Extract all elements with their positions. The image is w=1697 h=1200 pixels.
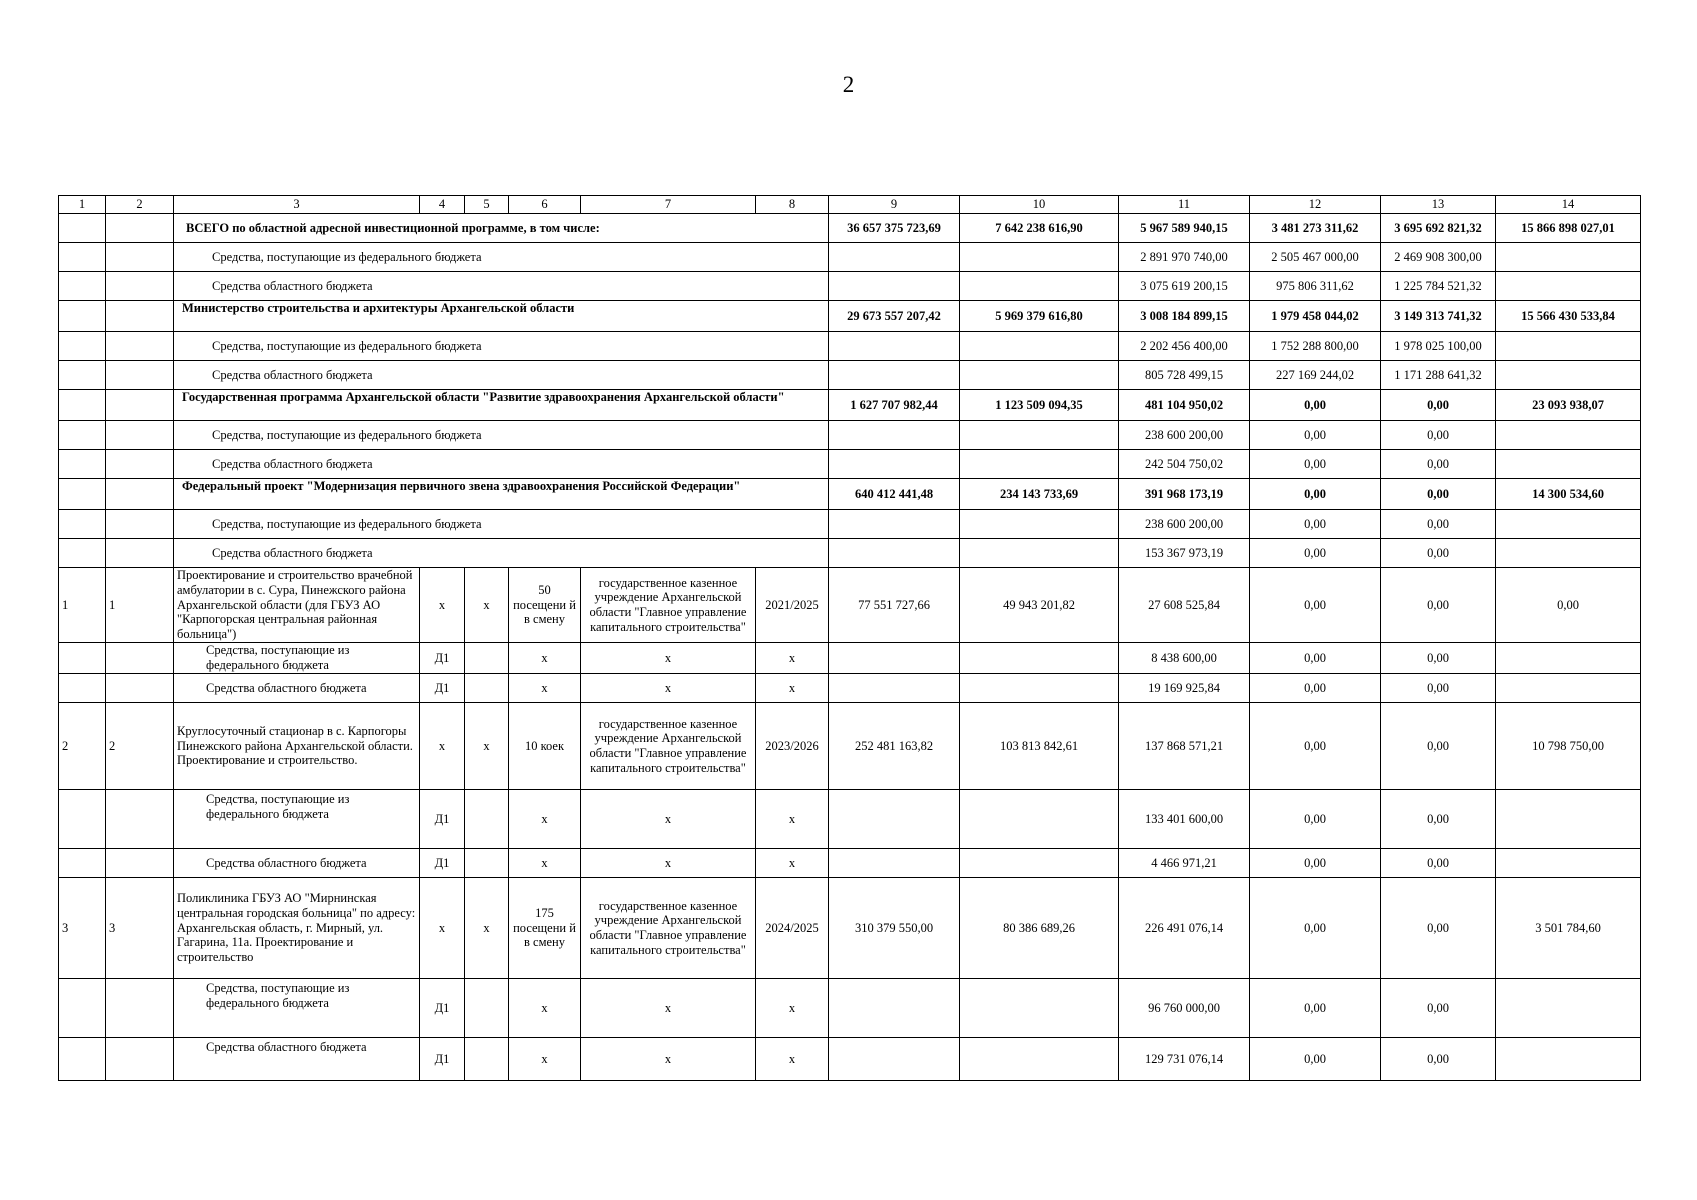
funding-code: Д1	[420, 979, 465, 1038]
amount-c9	[829, 361, 960, 390]
funding-code: Д1	[420, 790, 465, 849]
cell-col-2	[106, 272, 174, 301]
funding-amount-c13: 0,00	[1381, 674, 1496, 703]
cell-col-5	[465, 1038, 509, 1081]
funding-col-8: х	[756, 1038, 829, 1081]
object-amount-c9: 310 379 550,00	[829, 878, 960, 979]
object-regional-funding-row	[59, 674, 1641, 703]
row-name: Средства областного бюджета	[174, 539, 829, 568]
summary-row	[59, 301, 1641, 332]
funding-source-name: Средства областного бюджета	[174, 1038, 420, 1081]
amount-c14	[1496, 332, 1641, 361]
amount-c10	[960, 510, 1119, 539]
cell-col-2	[106, 539, 174, 568]
amount-c9: 1 627 707 982,44	[829, 390, 960, 421]
object-regional-funding-row	[59, 849, 1641, 878]
summary-row	[59, 214, 1641, 243]
amount-c12: 975 806 311,62	[1250, 272, 1381, 301]
funding-col-9	[829, 849, 960, 878]
cell-col-2	[106, 510, 174, 539]
amount-c12: 0,00	[1250, 421, 1381, 450]
funding-col-14	[1496, 979, 1641, 1038]
amount-c11: 3 008 184 899,15	[1119, 301, 1250, 332]
cell-col-2	[106, 421, 174, 450]
row-name: Средства, поступающие из федерального бюджета	[174, 421, 829, 450]
cell-col-1	[59, 643, 106, 674]
object-amount-c11: 27 608 525,84	[1119, 568, 1250, 643]
funding-col-10	[960, 849, 1119, 878]
funding-col-6: х	[509, 674, 581, 703]
amount-c12: 0,00	[1250, 479, 1381, 510]
cell-col-1	[59, 361, 106, 390]
amount-c14	[1496, 243, 1641, 272]
funding-amount-c12: 0,00	[1250, 849, 1381, 878]
cell-col-5	[465, 674, 509, 703]
amount-c13: 0,00	[1381, 390, 1496, 421]
column-number-7: 7	[581, 196, 756, 214]
funding-col-14	[1496, 674, 1641, 703]
funding-amount-c12: 0,00	[1250, 643, 1381, 674]
amount-c14	[1496, 510, 1641, 539]
amount-c13: 0,00	[1381, 479, 1496, 510]
column-number-6: 6	[509, 196, 581, 214]
amount-c12: 3 481 273 311,62	[1250, 214, 1381, 243]
row-name: Средства, поступающие из федерального бюджета	[174, 510, 829, 539]
object-subnumber: 1	[106, 568, 174, 643]
object-name: Поликлиника ГБУЗ АО "Мирнинская центральная городская больница" по адресу: Архангельская область, г. Мирный, ул. Гагарина, 11а. Проектирование и строительство	[174, 878, 420, 979]
amount-c13: 0,00	[1381, 421, 1496, 450]
column-number-13: 13	[1381, 196, 1496, 214]
amount-c14	[1496, 421, 1641, 450]
funding-col-6: х	[509, 1038, 581, 1081]
funding-col-7: х	[581, 790, 756, 849]
cell-col-2	[106, 479, 174, 510]
funding-amount-c13: 0,00	[1381, 979, 1496, 1038]
object-amount-c13: 0,00	[1381, 703, 1496, 790]
amount-c14: 14 300 534,60	[1496, 479, 1641, 510]
column-number-4: 4	[420, 196, 465, 214]
amount-c9	[829, 539, 960, 568]
funding-amount-c11: 19 169 925,84	[1119, 674, 1250, 703]
object-capacity: 175 посещени й в смену	[509, 878, 581, 979]
amount-c9: 29 673 557 207,42	[829, 301, 960, 332]
amount-c14	[1496, 272, 1641, 301]
funding-col-8: х	[756, 849, 829, 878]
funding-col-8: х	[756, 790, 829, 849]
funding-amount-c11: 133 401 600,00	[1119, 790, 1250, 849]
summary-row	[59, 390, 1641, 421]
amount-c13: 2 469 908 300,00	[1381, 243, 1496, 272]
funding-col-14	[1496, 849, 1641, 878]
amount-c12: 2 505 467 000,00	[1250, 243, 1381, 272]
row-name: Федеральный проект "Модернизация первичного звена здравоохранения Российской Федерации"	[174, 479, 829, 510]
amount-c12: 0,00	[1250, 510, 1381, 539]
amount-c13: 0,00	[1381, 450, 1496, 479]
funding-col-14	[1496, 643, 1641, 674]
funding-col-9	[829, 674, 960, 703]
object-amount-c12: 0,00	[1250, 878, 1381, 979]
amount-c13: 0,00	[1381, 510, 1496, 539]
amount-c9	[829, 243, 960, 272]
object-subnumber: 2	[106, 703, 174, 790]
funding-col-14	[1496, 1038, 1641, 1081]
amount-c9	[829, 450, 960, 479]
cell-col-1	[59, 479, 106, 510]
object-col-5: х	[465, 703, 509, 790]
amount-c11: 2 891 970 740,00	[1119, 243, 1250, 272]
object-row	[59, 703, 1641, 790]
amount-c12: 0,00	[1250, 390, 1381, 421]
investment-program-table	[58, 195, 1641, 1081]
funding-amount-c12: 0,00	[1250, 790, 1381, 849]
funding-col-7: х	[581, 849, 756, 878]
cell-col-5	[465, 849, 509, 878]
funding-source-row	[59, 510, 1641, 539]
object-amount-c10: 103 813 842,61	[960, 703, 1119, 790]
cell-col-2	[106, 643, 174, 674]
funding-col-7: х	[581, 643, 756, 674]
cell-col-1	[59, 979, 106, 1038]
object-col-5: х	[465, 568, 509, 643]
amount-c10: 7 642 238 616,90	[960, 214, 1119, 243]
funding-source-row	[59, 450, 1641, 479]
funding-code: Д1	[420, 674, 465, 703]
funding-source-row	[59, 332, 1641, 361]
amount-c12: 1 979 458 044,02	[1250, 301, 1381, 332]
funding-col-10	[960, 674, 1119, 703]
funding-source-name: Средства, поступающие из федерального бюджета	[174, 790, 420, 849]
funding-source-row	[59, 243, 1641, 272]
cell-col-2	[106, 979, 174, 1038]
object-period: 2021/2025	[756, 568, 829, 643]
funding-amount-c12: 0,00	[1250, 979, 1381, 1038]
amount-c11: 242 504 750,02	[1119, 450, 1250, 479]
object-capacity: 10 коек	[509, 703, 581, 790]
amount-c9	[829, 332, 960, 361]
amount-c14	[1496, 539, 1641, 568]
cell-col-1	[59, 674, 106, 703]
amount-c11: 805 728 499,15	[1119, 361, 1250, 390]
funding-col-14	[1496, 790, 1641, 849]
column-number-14: 14	[1496, 196, 1641, 214]
cell-col-1	[59, 790, 106, 849]
funding-col-7: х	[581, 1038, 756, 1081]
amount-c13: 1 171 288 641,32	[1381, 361, 1496, 390]
amount-c11: 2 202 456 400,00	[1119, 332, 1250, 361]
row-name: Государственная программа Архангельской области "Развитие здравоохранения Архангельской области"	[174, 390, 829, 421]
column-number-8: 8	[756, 196, 829, 214]
funding-amount-c13: 0,00	[1381, 790, 1496, 849]
row-name: Министерство строительства и архитектуры Архангельской области	[174, 301, 829, 332]
page-number: 2	[842, 72, 855, 97]
funding-source-name: Средства областного бюджета	[174, 849, 420, 878]
funding-code: Д1	[420, 643, 465, 674]
object-amount-c14: 0,00	[1496, 568, 1641, 643]
amount-c11: 238 600 200,00	[1119, 510, 1250, 539]
cell-col-1	[59, 421, 106, 450]
funding-source-name: Средства, поступающие из федерального бюджета	[174, 979, 420, 1038]
object-period: 2024/2025	[756, 878, 829, 979]
funding-code: Д1	[420, 849, 465, 878]
funding-amount-c12: 0,00	[1250, 674, 1381, 703]
amount-c10	[960, 272, 1119, 301]
amount-c11: 3 075 619 200,15	[1119, 272, 1250, 301]
table-body	[59, 196, 1641, 1081]
cell-col-1	[59, 332, 106, 361]
funding-col-8: х	[756, 674, 829, 703]
column-number-9: 9	[829, 196, 960, 214]
object-number: 1	[59, 568, 106, 643]
funding-col-8: х	[756, 643, 829, 674]
column-number-2: 2	[106, 196, 174, 214]
object-federal-funding-row	[59, 643, 1641, 674]
object-col-5: х	[465, 878, 509, 979]
funding-col-9	[829, 1038, 960, 1081]
funding-source-name: Средства областного бюджета	[174, 674, 420, 703]
cell-col-2	[106, 214, 174, 243]
funding-amount-c11: 8 438 600,00	[1119, 643, 1250, 674]
amount-c10	[960, 450, 1119, 479]
amount-c14	[1496, 361, 1641, 390]
object-name: Круглосуточный стационар в с. Карпогоры Пинежского района Архангельской области. Проектирование и строительство.	[174, 703, 420, 790]
object-regional-funding-row	[59, 1038, 1641, 1081]
object-number: 2	[59, 703, 106, 790]
object-amount-c13: 0,00	[1381, 878, 1496, 979]
cell-col-2	[106, 243, 174, 272]
object-name: Проектирование и строительство врачебной амбулатории в с. Сура, Пинежского района Архангельской области (для ГБУЗ АО "Карпогорская центральная районная больница")	[174, 568, 420, 643]
cell-col-5	[465, 979, 509, 1038]
amount-c10	[960, 361, 1119, 390]
funding-col-6: х	[509, 790, 581, 849]
amount-c14: 23 093 938,07	[1496, 390, 1641, 421]
amount-c10: 5 969 379 616,80	[960, 301, 1119, 332]
object-row	[59, 878, 1641, 979]
amount-c14: 15 866 898 027,01	[1496, 214, 1641, 243]
amount-c10: 234 143 733,69	[960, 479, 1119, 510]
funding-amount-c12: 0,00	[1250, 1038, 1381, 1081]
row-name: Средства, поступающие из федерального бюджета	[174, 332, 829, 361]
funding-col-7: х	[581, 674, 756, 703]
row-name: Средства областного бюджета	[174, 272, 829, 301]
funding-col-7: х	[581, 979, 756, 1038]
amount-c9: 640 412 441,48	[829, 479, 960, 510]
funding-col-9	[829, 643, 960, 674]
amount-c13: 0,00	[1381, 539, 1496, 568]
amount-c10: 1 123 509 094,35	[960, 390, 1119, 421]
object-amount-c9: 252 481 163,82	[829, 703, 960, 790]
object-amount-c10: 80 386 689,26	[960, 878, 1119, 979]
object-federal-funding-row	[59, 790, 1641, 849]
column-number-row	[59, 196, 1641, 214]
amount-c12: 0,00	[1250, 539, 1381, 568]
funding-source-row	[59, 539, 1641, 568]
amount-c14	[1496, 450, 1641, 479]
cell-col-2	[106, 849, 174, 878]
object-amount-c10: 49 943 201,82	[960, 568, 1119, 643]
cell-col-1	[59, 849, 106, 878]
column-number-5: 5	[465, 196, 509, 214]
amount-c13: 1 225 784 521,32	[1381, 272, 1496, 301]
cell-col-2	[106, 450, 174, 479]
amount-c10	[960, 332, 1119, 361]
funding-col-9	[829, 790, 960, 849]
funding-code: Д1	[420, 1038, 465, 1081]
amount-c9: 36 657 375 723,69	[829, 214, 960, 243]
funding-col-10	[960, 1038, 1119, 1081]
cell-col-2	[106, 1038, 174, 1081]
object-amount-c14: 10 798 750,00	[1496, 703, 1641, 790]
cell-col-1	[59, 301, 106, 332]
object-number: 3	[59, 878, 106, 979]
cell-col-2	[106, 301, 174, 332]
funding-amount-c11: 129 731 076,14	[1119, 1038, 1250, 1081]
cell-col-2	[106, 790, 174, 849]
amount-c13: 3 695 692 821,32	[1381, 214, 1496, 243]
cell-col-5	[465, 790, 509, 849]
cell-col-1	[59, 510, 106, 539]
object-period: 2023/2026	[756, 703, 829, 790]
funding-col-6: х	[509, 849, 581, 878]
cell-col-1	[59, 243, 106, 272]
funding-source-row	[59, 272, 1641, 301]
amount-c12: 0,00	[1250, 450, 1381, 479]
row-name: Средства областного бюджета	[174, 361, 829, 390]
funding-col-9	[829, 979, 960, 1038]
amount-c10	[960, 421, 1119, 450]
row-name: Средства, поступающие из федерального бюджета	[174, 243, 829, 272]
funding-col-8: х	[756, 979, 829, 1038]
object-row	[59, 568, 1641, 643]
funding-col-6: х	[509, 643, 581, 674]
cell-col-1	[59, 214, 106, 243]
amount-c11: 5 967 589 940,15	[1119, 214, 1250, 243]
cell-col-1	[59, 1038, 106, 1081]
column-number-12: 12	[1250, 196, 1381, 214]
amount-c14: 15 566 430 533,84	[1496, 301, 1641, 332]
cell-col-5	[465, 643, 509, 674]
funding-col-10	[960, 979, 1119, 1038]
cell-col-1	[59, 539, 106, 568]
funding-source-row	[59, 361, 1641, 390]
object-amount-c14: 3 501 784,60	[1496, 878, 1641, 979]
object-customer: государственное казенное учреждение Архангельской области "Главное управление капитального строительства"	[581, 878, 756, 979]
summary-row	[59, 479, 1641, 510]
funding-amount-c11: 4 466 971,21	[1119, 849, 1250, 878]
column-number-10: 10	[960, 196, 1119, 214]
amount-c13: 1 978 025 100,00	[1381, 332, 1496, 361]
funding-amount-c13: 0,00	[1381, 1038, 1496, 1081]
funding-amount-c13: 0,00	[1381, 643, 1496, 674]
object-amount-c11: 226 491 076,14	[1119, 878, 1250, 979]
cell-col-1	[59, 390, 106, 421]
column-number-11: 11	[1119, 196, 1250, 214]
amount-c11: 481 104 950,02	[1119, 390, 1250, 421]
amount-c9	[829, 272, 960, 301]
object-col-4: х	[420, 703, 465, 790]
funding-amount-c11: 96 760 000,00	[1119, 979, 1250, 1038]
amount-c11: 153 367 973,19	[1119, 539, 1250, 568]
object-capacity: 50 посещени й в смену	[509, 568, 581, 643]
amount-c12: 227 169 244,02	[1250, 361, 1381, 390]
amount-c9	[829, 510, 960, 539]
amount-c11: 391 968 173,19	[1119, 479, 1250, 510]
funding-col-10	[960, 790, 1119, 849]
cell-col-2	[106, 361, 174, 390]
object-subnumber: 3	[106, 878, 174, 979]
object-customer: государственное казенное учреждение Архангельской области "Главное управление капитального строительства"	[581, 568, 756, 643]
cell-col-2	[106, 674, 174, 703]
object-federal-funding-row	[59, 979, 1641, 1038]
object-amount-c11: 137 868 571,21	[1119, 703, 1250, 790]
object-amount-c12: 0,00	[1250, 568, 1381, 643]
cell-col-1	[59, 450, 106, 479]
object-col-4: х	[420, 568, 465, 643]
object-customer: государственное казенное учреждение Архангельской области "Главное управление капитального строительства"	[581, 703, 756, 790]
object-amount-c13: 0,00	[1381, 568, 1496, 643]
cell-col-2	[106, 390, 174, 421]
cell-col-2	[106, 332, 174, 361]
amount-c9	[829, 421, 960, 450]
object-amount-c12: 0,00	[1250, 703, 1381, 790]
row-name: ВСЕГО по областной адресной инвестиционной программе, в том числе:	[174, 214, 829, 243]
amount-c11: 238 600 200,00	[1119, 421, 1250, 450]
cell-col-1	[59, 272, 106, 301]
object-col-4: х	[420, 878, 465, 979]
amount-c12: 1 752 288 800,00	[1250, 332, 1381, 361]
row-name: Средства областного бюджета	[174, 450, 829, 479]
funding-col-6: х	[509, 979, 581, 1038]
amount-c10	[960, 539, 1119, 568]
funding-source-row	[59, 421, 1641, 450]
funding-amount-c13: 0,00	[1381, 849, 1496, 878]
amount-c10	[960, 243, 1119, 272]
amount-c13: 3 149 313 741,32	[1381, 301, 1496, 332]
column-number-3: 3	[174, 196, 420, 214]
column-number-1: 1	[59, 196, 106, 214]
object-amount-c9: 77 551 727,66	[829, 568, 960, 643]
funding-source-name: Средства, поступающие из федерального бюджета	[174, 643, 420, 674]
funding-col-10	[960, 643, 1119, 674]
